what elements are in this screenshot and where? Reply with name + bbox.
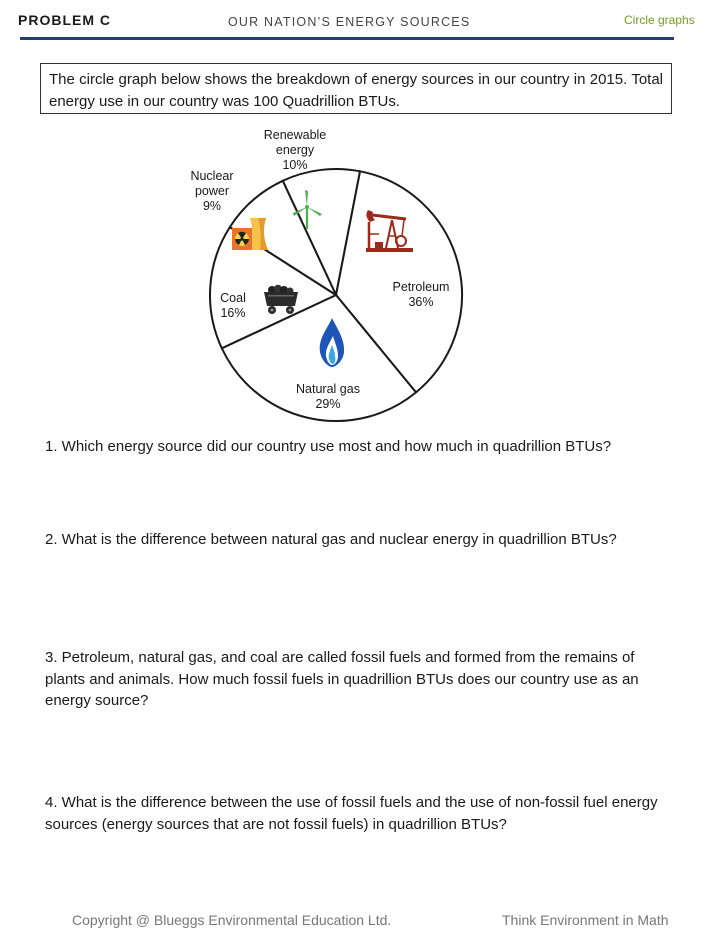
- slice-label: Coal 16%: [220, 291, 246, 320]
- slice-label: Nuclear power 9%: [190, 169, 234, 213]
- header-divider: [20, 37, 674, 40]
- question-3: 3. Petroleum, natural gas, and coal are called fossil fuels and formed from the remains of plants and animals. How much fossil fuels in quadrillion BTUs does our country use as an energy source?: [45, 649, 639, 709]
- problem-label: PROBLEM C: [18, 12, 111, 28]
- footer-copyright: Copyright @ Blueggs Environmental Education Ltd.: [72, 912, 392, 928]
- intro-box: The circle graph below shows the breakdown of energy sources in our country in 2015. Total energy use in our country was 100 Quadrillion BTUs.: [40, 63, 672, 114]
- topic-label: Circle graphs: [624, 13, 695, 27]
- slice-label: Renewable energy 10%: [263, 128, 327, 172]
- question-1: 1. Which energy source did our country use most and how much in quadrillion BTUs?: [45, 438, 612, 455]
- question-4: 4. What is the difference between the use of fossil fuels and the use of non-fossil fuel energy sources (energy sources that are not fossil fuels) in quadrillion BTUs?: [45, 794, 658, 833]
- page-header: [0, 0, 720, 40]
- slice-label: Natural gas 29%: [296, 382, 360, 411]
- question-2: 2. What is the difference between natural gas and nuclear energy in quadrillion BTUs?: [45, 531, 617, 548]
- energy-pie-chart: [0, 120, 720, 430]
- slice-label: Petroleum 36%: [392, 280, 450, 309]
- footer-tagline: Think Environment in Math: [502, 912, 669, 928]
- worksheet-title: OUR NATION’S ENERGY SOURCES: [228, 15, 471, 29]
